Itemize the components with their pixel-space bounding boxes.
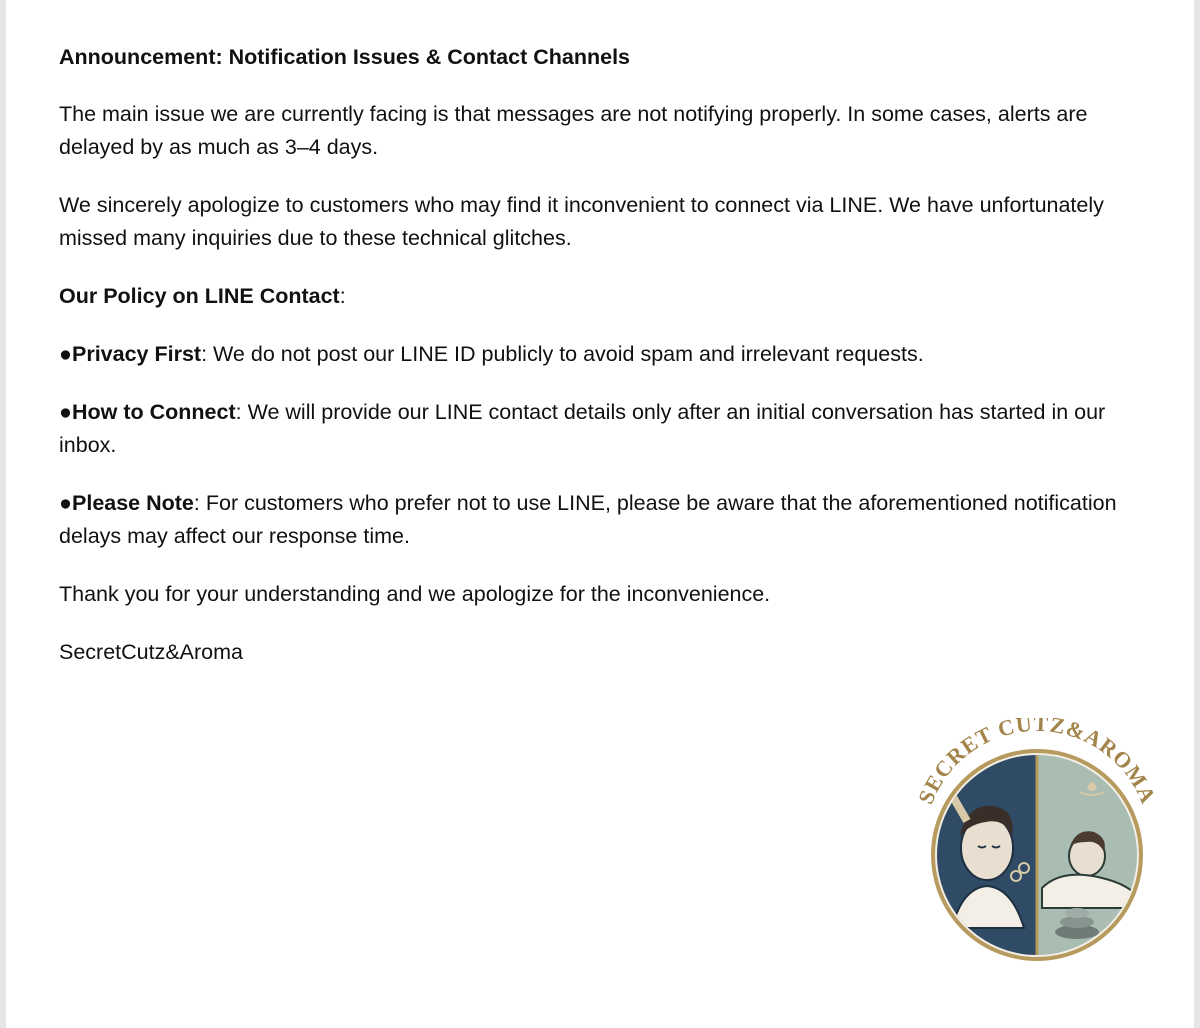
signature: SecretCutz&Aroma <box>59 640 244 664</box>
bullet-how-to-connect <box>59 396 1139 462</box>
brand-logo <box>912 718 1162 968</box>
closing-text: Thank you for your understanding and we apologize for the inconvenience. <box>59 582 771 606</box>
page-edge-left <box>0 0 6 1028</box>
bullet-marker: ● <box>59 491 72 515</box>
bullet-marker: ● <box>59 342 72 366</box>
bullet-label: How to Connect <box>72 400 236 424</box>
bullet-marker: ● <box>59 400 72 424</box>
bullet-label: Please Note <box>72 491 194 515</box>
paragraph-apology: We sincerely apologize to customers who may find it inconvenient to connect via LINE. We have unfortunately missed many inquiries due to these technical glitches. <box>59 193 1104 250</box>
bullet-privacy-first <box>59 338 1139 371</box>
announcement-document <box>59 41 1139 694</box>
bullet-text: : For customers who prefer not to use LINE, please be aware that the aforementioned notification delays may affect our response time. <box>59 491 1117 548</box>
bullet-text: : We do not post our LINE ID publicly to avoid spam and irrelevant requests. <box>201 342 924 366</box>
logo-lettering: SECRET CUTZ&AROMA <box>912 718 1162 808</box>
page-edge-right <box>1194 0 1200 1028</box>
bullet-label: Privacy First <box>72 342 202 366</box>
bullet-please-note <box>59 487 1139 553</box>
logo-emblem-icon <box>912 718 1162 968</box>
policy-heading: Our Policy on LINE Contact: <box>59 284 346 308</box>
bullet-text: : We will provide our LINE contact details only after an initial conversation has started in our inbox. <box>59 400 1106 457</box>
announcement-title: Announcement: Notification Issues & Contact Channels <box>59 45 630 69</box>
paragraph-notification-issue: The main issue we are currently facing is that messages are not notifying properly. In some cases, alerts are delayed by as much as 3–4 days. <box>59 102 1088 159</box>
